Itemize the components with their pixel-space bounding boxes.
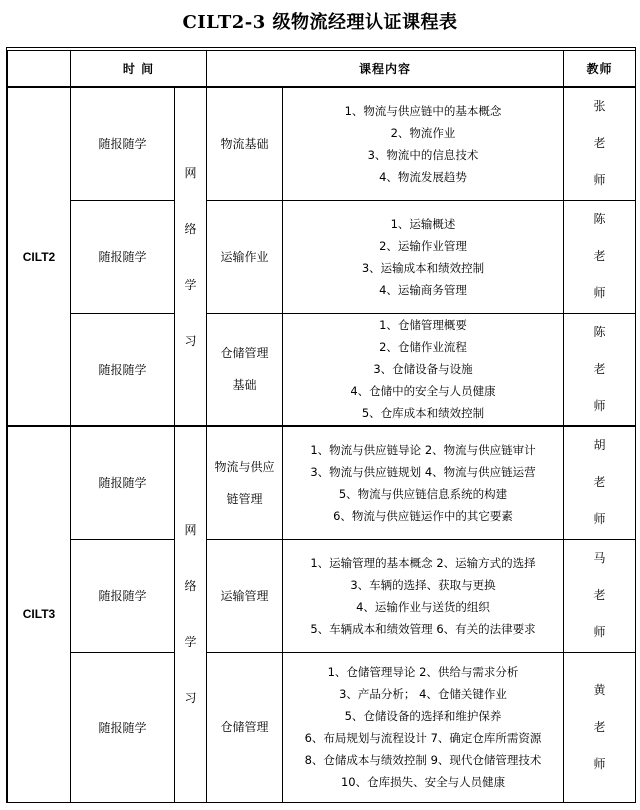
header-content: 课程内容 [207,51,564,88]
table-row [8,87,636,200]
table-row [8,313,636,426]
level-label: CILT3 [8,426,71,802]
course-subject: 仓储管理 基础 [207,313,283,426]
course-content: 1、物流与供应链中的基本概念 2、物流作业 3、物流中的信息技术 4、物流发展趋势 [283,87,564,200]
course-subject: 仓储管理 [207,652,283,802]
course-content: 1、运输管理的基本概念 2、运输方式的选择 3、车辆的选择、获取与更换 4、运输作业与送货的组织 5、车辆成本和绩效管理 6、有关的法律要求 [283,539,564,652]
course-content: 1、仓储管理概要 2、仓储作业流程 3、仓储设备与设施 4、仓储中的安全与人员健康 5、仓库成本和绩效控制 [283,313,564,426]
study-method: 随报随学 [71,87,175,200]
study-method: 随报随学 [71,426,175,539]
study-mode: 网 络 学 习 [175,87,207,426]
teacher-name: 张 老 师 [564,87,636,200]
study-method: 随报随学 [71,200,175,313]
course-subject: 物流基础 [207,87,283,200]
teacher-name: 陈 老 师 [564,200,636,313]
course-content: 1、运输概述 2、运输作业管理 3、运输成本和绩效控制 4、运输商务管理 [283,200,564,313]
course-content: 1、物流与供应链导论 2、物流与供应链审计 3、物流与供应链规划 4、物流与供应链运营 5、物流与供应链信息系统的构建 6、物流与供应链运作中的其它要素 [283,426,564,539]
study-method: 随报随学 [71,313,175,426]
table-row [8,539,636,652]
study-method: 随报随学 [71,539,175,652]
course-subject: 运输作业 [207,200,283,313]
header-time: 时 间 [71,51,207,88]
schedule-table [7,50,636,803]
table-row [8,652,636,802]
course-content: 1、仓储管理导论 2、供给与需求分析 3、产品分析； 4、仓储关键作业 5、仓储设备的选择和维护保养 6、布局规划与流程设计 7、确定仓库所需资源 8、仓储成本与绩效控制 9、现代仓储管理技术 10、仓库损失、安全与人员健康 [283,652,564,802]
page-title: CILT2-3 级物流经理认证课程表 [182,12,458,33]
teacher-name: 陈 老 师 [564,313,636,426]
teacher-name: 黄 老 师 [564,652,636,802]
level-label: CILT2 [8,87,71,426]
course-subject: 运输管理 [207,539,283,652]
teacher-name: 马 老 师 [564,539,636,652]
table-row [8,426,636,539]
teacher-name: 胡 老 师 [564,426,636,539]
header-blank [8,51,71,88]
study-mode: 网 络 学 习 [175,426,207,802]
course-subject: 物流与供应 链管理 [207,426,283,539]
table-row [8,200,636,313]
header-row [8,51,636,88]
header-teacher: 教师 [564,51,636,88]
study-method: 随报随学 [71,652,175,802]
